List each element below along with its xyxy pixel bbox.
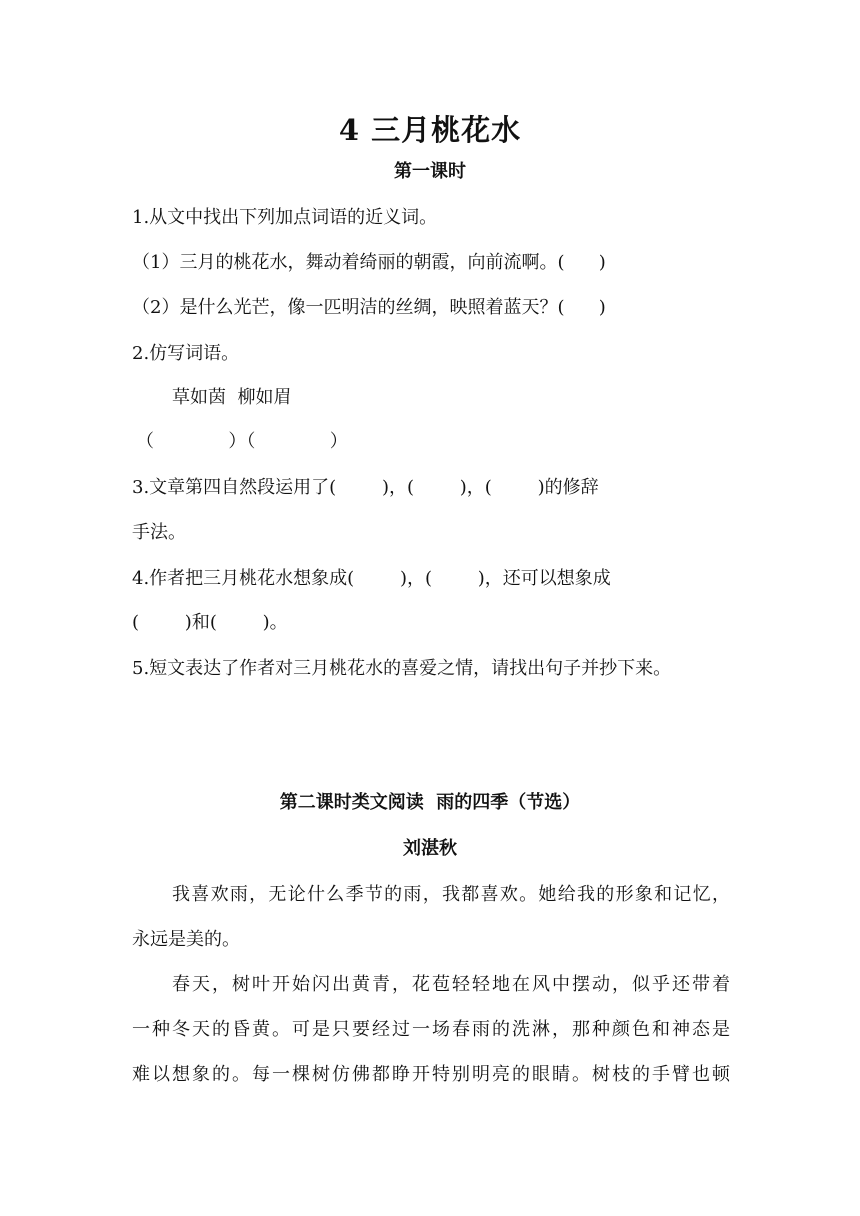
lesson-title: 4 三月桃花水 — [338, 113, 522, 147]
question-1: 1.从文中找出下列加点词语的近义词。 — [132, 207, 438, 228]
question-1-item-2: （2）是什么光芒，像一匹明洁的丝绸，映照着蓝天？( ) — [132, 297, 606, 318]
reading-paragraph-1-line-1: 我喜欢雨，无论什么季节的雨，我都喜欢。她给我的形象和记忆， — [172, 884, 730, 905]
question-3-line-2: 手法。 — [132, 522, 186, 543]
reading-paragraph-1-line-2: 永远是美的。 — [132, 929, 240, 950]
question-3-line-1: 3.文章第四自然段运用了( )，( )，( )的修辞 — [132, 477, 599, 498]
reading-paragraph-2-line-1: 春天，树叶开始闪出黄青，花苞轻轻地在风中摆动，似乎还带着 — [172, 974, 730, 995]
section-heading-first-lesson: 第一课时 — [394, 161, 466, 182]
reading-author: 刘湛秋 — [403, 838, 457, 859]
question-2-example: 草如茵 柳如眉 — [172, 387, 292, 408]
question-2: 2.仿写词语。 — [132, 343, 240, 364]
reading-paragraph-2-line-2: 一种冬天的昏黄。可是只要经过一场春雨的洗淋，那种颜色和神态是 — [132, 1019, 730, 1040]
question-5: 5.短文表达了作者对三月桃花水的喜爱之情，请找出句子并抄下来。 — [132, 658, 672, 679]
reading-heading: 第二课时类文阅读 雨的四季（节选） — [279, 792, 581, 813]
reading-paragraph-2-line-3: 难以想象的。每一棵树仿佛都睁开特别明亮的眼睛。树枝的手臂也顿 — [132, 1064, 730, 1085]
question-1-item-1: （1）三月的桃花水，舞动着绮丽的朝霞，向前流啊。( ) — [132, 252, 606, 273]
question-4-line-1: 4.作者把三月桃花水想象成( )，( )，还可以想象成 — [132, 568, 611, 589]
question-4-line-2: ( )和( )。 — [132, 612, 288, 633]
question-2-blanks: （ ）（ ） — [136, 431, 348, 452]
